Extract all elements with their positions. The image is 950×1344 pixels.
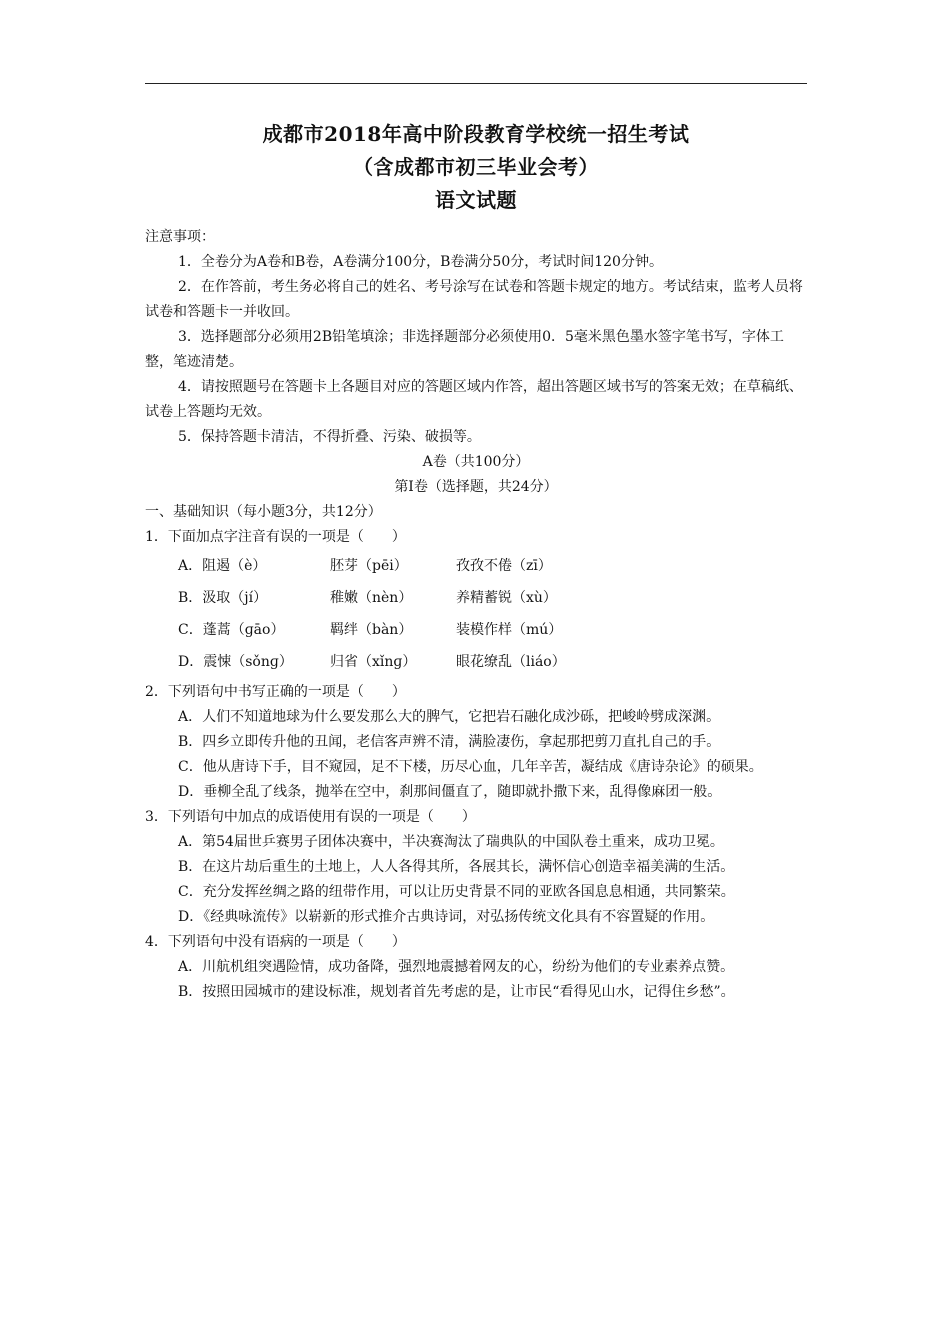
- part-basic-heading: 一、基础知识（每小题3分，共12分）: [145, 504, 382, 520]
- option-text: D．垂柳全乱了线条，抛举在空中，刹那间僵直了，随即就扑撒下来，乱得像麻团一般。: [178, 784, 722, 800]
- exam-body: [145, 225, 807, 1005]
- option-text: A．第54届世乒赛男子团体决赛中，半决赛淘汰了瑞典队的中国队卷土重来，成功卫冕。: [178, 834, 724, 850]
- option-row: [145, 582, 807, 614]
- notice-item: 5．保持答题卡清洁，不得折叠、污染、破损等。: [178, 429, 481, 445]
- notice-item: 2．在作答前，考生务必将自己的姓名、考号涂写在试卷和答题卡规定的地方。考试结束，监考人员将试卷和答题卡一并收回。: [145, 279, 803, 320]
- exam-subtitle: （含成都市初三毕业会考）: [353, 155, 599, 179]
- notice-item: 4．请按照题号在答题卡上各题目对应的答题区域内作答，超出答题区域书写的答案无效；在草稿纸、试卷上答题均无效。: [145, 379, 803, 420]
- option-text: B．四乡立即传升他的丑闻，老信客声辨不清，满脸凄伤，拿起那把剪刀直扎自己的手。: [178, 734, 721, 750]
- option-text: B．在这片劫后重生的土地上，人人各得其所，各展其长，满怀信心创造幸福美满的生活。: [178, 859, 735, 875]
- option-text: B．按照田园城市的建设标准，规划者首先考虑的是，让市民“看得见山水，记得住乡愁”。: [178, 984, 735, 1000]
- notice-item: 3．选择题部分必须用2B铅笔填涂；非选择题部分必须使用0．5毫米黑色墨水签字笔书写，字体工整，笔迹清楚。: [145, 329, 784, 370]
- option-cell: B．汲取（jí）: [178, 590, 268, 606]
- option-cell: 羁绊（bàn）: [330, 622, 413, 638]
- option-cell: 眼花缭乱（liáo）: [456, 654, 566, 670]
- option-row: [145, 646, 807, 678]
- notice-heading: 注意事项：: [145, 229, 215, 245]
- option-text: C．他从唐诗下手，目不窥园，足不下楼，历尽心血，几年辛苦，凝结成《唐诗杂论》的硕果。: [178, 759, 763, 775]
- option-text: A．川航机组突遇险情，成功备降，强烈地震撼着网友的心，纷纷为他们的专业素养点赞。: [178, 959, 735, 975]
- option-text: D．《经典咏流传》以崭新的形式推介古典诗词，对弘扬传统文化具有不容置疑的作用。: [178, 909, 715, 925]
- question-stem: 2．下列语句中书写正确的一项是（ ）: [145, 684, 406, 700]
- option-cell: 养精蓄锐（xù）: [456, 590, 557, 606]
- option-row: [145, 550, 807, 582]
- part-one-heading: 第Ⅰ卷（选择题，共24分）: [394, 479, 558, 495]
- exam-title: 成都市2018年高中阶段教育学校统一招生考试: [262, 122, 690, 146]
- option-cell: A．阻遏（è）: [178, 558, 267, 574]
- question-stem: 1．下面加点字注音有误的一项是（ ）: [145, 529, 406, 545]
- question-stem: 4．下列语句中没有语病的一项是（ ）: [145, 934, 406, 950]
- option-cell: D．震悚（sǒnɡ）: [178, 654, 293, 670]
- option-cell: 孜孜不倦（zī）: [456, 558, 552, 574]
- exam-page: [145, 118, 807, 1005]
- question-stem: 3．下列语句中加点的成语使用有误的一项是（ ）: [145, 809, 476, 825]
- option-cell: C．蓬蒿（ɡāo）: [178, 622, 285, 638]
- option-cell: 稚嫩（nèn）: [330, 590, 413, 606]
- notice-item: 1．全卷分为A卷和B卷，A卷满分100分，B卷满分50分，考试时间120分钟。: [178, 254, 663, 270]
- section-a-heading: A卷（共100分）: [422, 454, 530, 470]
- option-row: [145, 614, 807, 646]
- option-cell: 胚芽（pēi）: [330, 558, 408, 574]
- exam-subject: 语文试题: [435, 188, 517, 212]
- option-cell: 归省（xǐnɡ）: [330, 654, 417, 670]
- option-cell: 装模作样（mú）: [456, 622, 563, 638]
- option-text: C．充分发挥丝绸之路的纽带作用，可以让历史背景不同的亚欧各国息息相通，共同繁荣。: [178, 884, 735, 900]
- option-text: A．人们不知道地球为什么要发那么大的脾气，它把岩石融化成沙砾，把峻岭劈成深渊。: [178, 709, 721, 725]
- header-rule: [145, 83, 807, 84]
